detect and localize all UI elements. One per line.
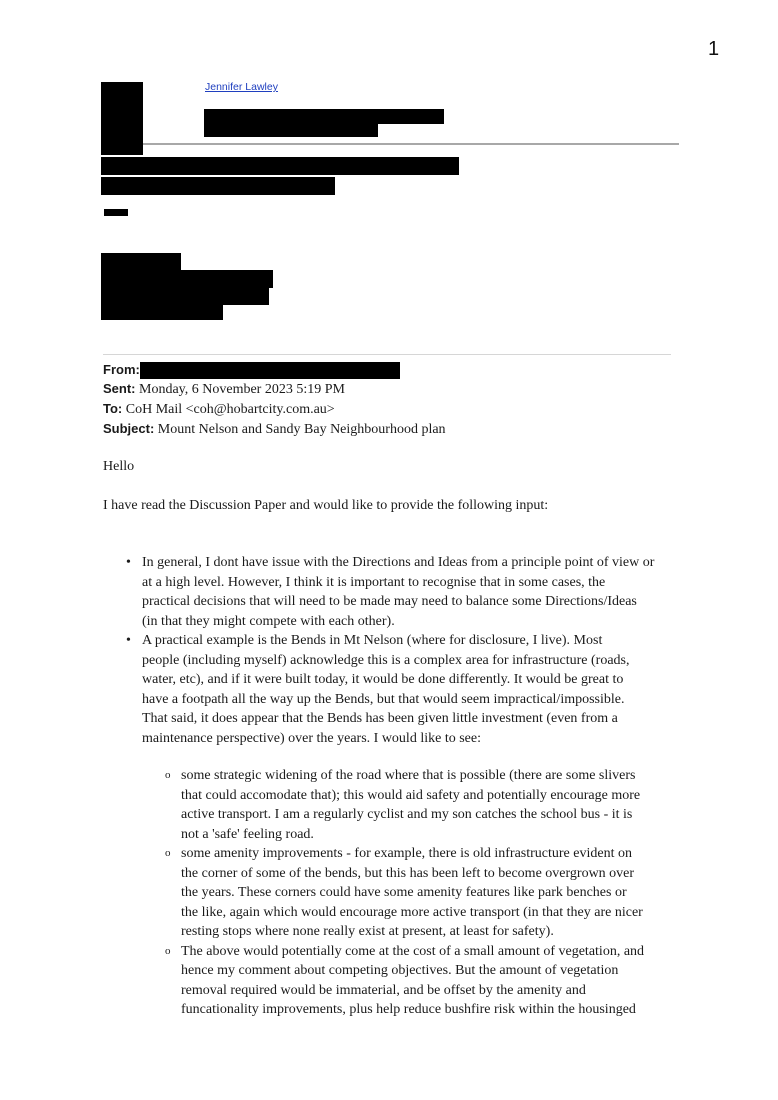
text-line: The above would potentially come at the cost of a small amount of vegetation, and xyxy=(181,943,645,959)
sub-bullet-list xyxy=(165,766,645,1020)
redaction-address-1 xyxy=(101,157,459,175)
redaction-recipients-2 xyxy=(101,270,273,288)
text-line: the like, again which would encourage more active transport (in that they are nicer xyxy=(181,904,643,920)
list-item xyxy=(165,766,644,844)
redaction-small xyxy=(104,209,128,216)
redaction-address-2 xyxy=(101,177,335,195)
text-line: (in that they might compete with each other). xyxy=(142,613,395,629)
hollow-bullet-icon: o xyxy=(165,944,171,957)
email-header-rule xyxy=(103,354,671,355)
list-item xyxy=(165,942,645,1020)
text-line: that could accomodate that); this would aid safety and potentially encourage more xyxy=(181,787,641,803)
email-subject xyxy=(103,420,446,439)
text-line: some amenity improvements - for example, there is old infrastructure evident on xyxy=(181,846,632,861)
text-line: the corner of some of the bends, but this has been left to become overgrown over xyxy=(181,865,635,881)
subject-value: Mount Nelson and Sandy Bay Neighbourhood plan xyxy=(157,422,446,437)
hollow-bullet-icon: o xyxy=(165,847,171,859)
redaction-recipients-1 xyxy=(101,253,181,271)
redaction-sender-details-2 xyxy=(204,124,378,137)
sent-label: Sent: xyxy=(103,381,136,396)
redaction-recipients-4 xyxy=(101,304,223,320)
page-number: 1 xyxy=(708,38,720,60)
text-line: at a high level. However, I think it is important to recognise that in some cases, the xyxy=(142,574,606,590)
text-line: have a footpath all the way up the Bends, but that would seem impractical/impossible. xyxy=(142,691,625,707)
text-line: In general, I dont have issue with the Directions and Ideas from a principle point of view or xyxy=(142,555,655,570)
header-rule xyxy=(143,143,679,145)
redaction-recipients-3 xyxy=(101,287,269,305)
subject-label: Subject: xyxy=(103,421,155,436)
greeting: Hello xyxy=(103,459,135,474)
text-line: hence my comment about competing objectives. But the amount of vegetation xyxy=(181,963,619,978)
text-line: active transport. I am a regularly cyclist and my son catches the school bus - it is xyxy=(181,807,633,822)
redaction-logo xyxy=(101,82,143,155)
list-item xyxy=(126,553,655,631)
bullet-icon: • xyxy=(126,633,131,648)
text-line: not a 'safe' feeling road. xyxy=(181,826,314,842)
hollow-bullet-icon: o xyxy=(165,769,171,781)
list-item xyxy=(165,844,644,942)
redaction-from-address xyxy=(140,362,400,379)
redaction-sender-details-1 xyxy=(204,109,444,124)
text-line: That said, it does appear that the Bends has been given little investment (even from a xyxy=(142,711,618,726)
intro-paragraph: I have read the Discussion Paper and would like to provide the following input: xyxy=(103,498,549,513)
email-to xyxy=(103,400,335,419)
text-line: removal required would be immaterial, and be offset by the amenity and xyxy=(181,982,586,998)
to-label: To: xyxy=(103,401,123,416)
text-line: some strategic widening of the road where that is possible (there are some slivers xyxy=(181,768,636,783)
main-bullet-list xyxy=(126,553,655,748)
sender-name-link[interactable]: Jennifer Lawley xyxy=(205,81,278,93)
text-line: people (including myself) acknowledge this is a complex area for infrastructure (roads, xyxy=(142,652,630,668)
to-value: CoH Mail <coh@hobartcity.com.au> xyxy=(125,402,335,417)
bullet-icon: • xyxy=(126,555,131,570)
sent-value: Monday, 6 November 2023 5:19 PM xyxy=(139,382,345,397)
list-item xyxy=(126,631,654,748)
text-line: resting stops where none really exist at present, at least for safety). xyxy=(181,924,554,939)
text-line: maintenance perspective) over the years. I would like to see: xyxy=(142,730,481,746)
text-line: water, etc), and if it were built today, it would be done differently. It would be great to xyxy=(142,672,624,687)
email-sent xyxy=(103,380,345,399)
from-label: From: xyxy=(103,362,140,377)
email-from xyxy=(103,361,140,380)
text-line: A practical example is the Bends in Mt Nelson (where for disclosure, I live). Most xyxy=(142,633,603,648)
text-line: funcationality improvements, plus help reduce bushfire risk within the housinged xyxy=(181,1002,636,1017)
text-line: practical decisions that will need to be made may need to balance some Directions/Ideas xyxy=(142,594,637,609)
text-line: the years. These corners could have some amenity features like park benches or xyxy=(181,885,627,900)
